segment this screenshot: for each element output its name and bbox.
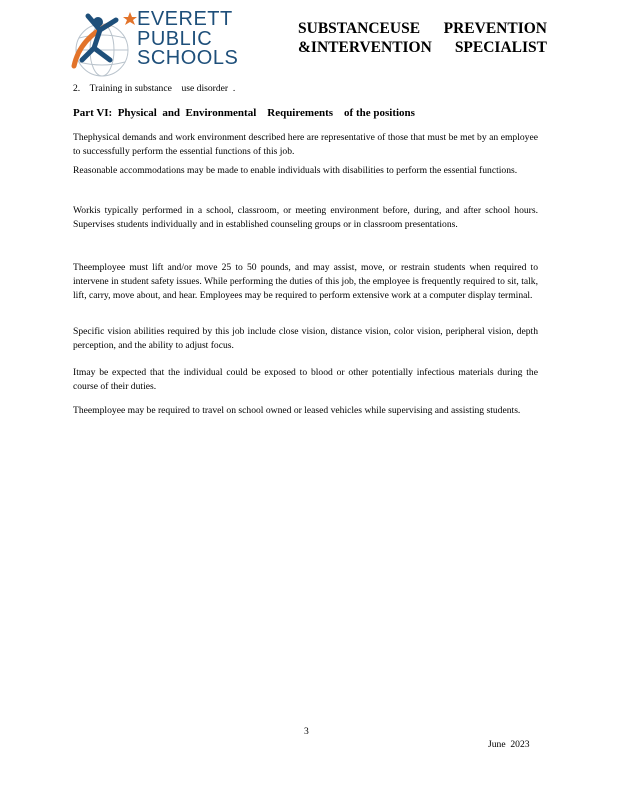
- paragraph-accommodations: Reasonable accommodations may be made to enable individuals with disabilities to perform the essential functions.: [73, 165, 518, 176]
- page-number: 3: [304, 726, 309, 737]
- document-title: [298, 19, 547, 57]
- logo-line-3: SCHOOLS: [137, 47, 239, 69]
- section-heading: Part VI: Physical and Environmental Requirements of the positions: [73, 107, 415, 119]
- logo-wordmark: [137, 10, 238, 69]
- title-word-1: SUBSTANCEUSE: [298, 20, 421, 37]
- title-line-2: [298, 38, 547, 57]
- paragraph-lifting: Theemployee must lift and/or move 25 to 50 pounds, and may assist, move, or restrain students when required to intervene in student safety issues. While performing the duties of this job, the employee is frequently required to sit, talk, lift, carry, move about, and hear. Employees may be required to perform extensive work at a computer display terminal.: [73, 262, 538, 301]
- footer-date: June 2023: [488, 739, 530, 750]
- logo-line-2: PUBLIC: [137, 27, 213, 50]
- paragraph-travel: Theemployee may be required to travel on school owned or leased vehicles while supervising and assisting students.: [73, 405, 521, 416]
- title-word-4: SPECIALIST: [454, 39, 547, 56]
- title-word-3: &INTERVENTION: [298, 39, 432, 56]
- title-word-2: PREVENTION: [443, 20, 547, 37]
- paragraph-physical-demands: Thephysical demands and work environment described here are representative of those that must be met by an employee to successfully perform the essential functions of this job.: [73, 132, 538, 157]
- paragraph-vision: Specific vision abilities required by this job include close vision, distance vision, color vision, peripheral vision, depth perception, and the ability to adjust focus.: [73, 326, 538, 351]
- logo-line-1: EVERETT: [137, 8, 233, 30]
- title-line-1: [298, 19, 547, 38]
- list-item-training: 2. Training in substance use disorder .: [73, 83, 236, 94]
- paragraph-exposure: Itmay be expected that the individual could be exposed to blood or other potentially infectious materials during the course of their duties.: [73, 367, 538, 392]
- globe-figure-icon: [70, 8, 140, 80]
- paragraph-work-environment: Workis typically performed in a school, classroom, or meeting environment before, during, and after school hours. Supervises students individually and in established counseling groups or in classroom presentations.: [73, 205, 538, 230]
